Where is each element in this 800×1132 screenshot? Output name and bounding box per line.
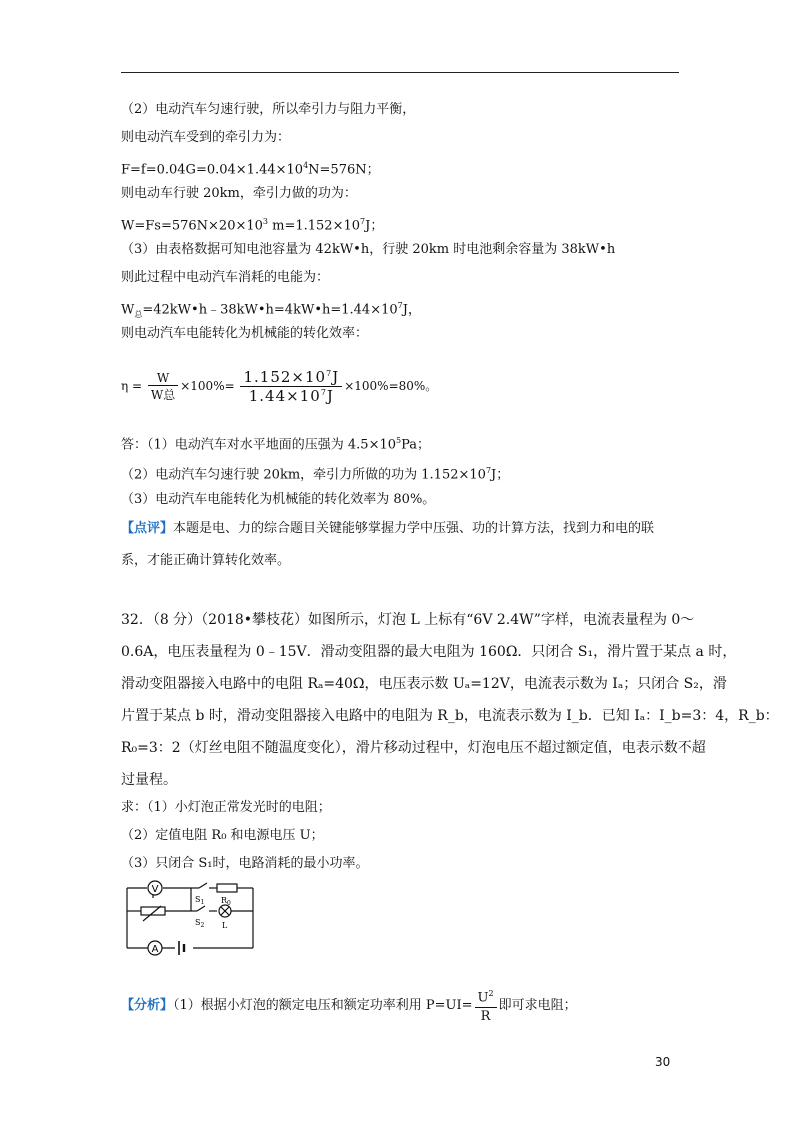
answer-line: （3）电动汽车电能转化为机械能的转化效率为 80%。 <box>121 492 436 507</box>
requirement-line: 求：（1）小灯泡正常发光时的电阻； <box>121 800 331 815</box>
header-rule <box>121 72 679 73</box>
text-line: $W_总=42kW•h﹣38kW•h=4kW•h=1.44\times 10^7J$， <box>121 301 421 319</box>
answer-line: （2）电动汽车匀速行驶 20km，牵引力所做的功为 $1.152\times 10^7J$； <box>121 466 510 483</box>
analysis-tag: 【分析】 <box>121 998 174 1014</box>
question-line: R₀=3：2（灯丝电阻不随温度变化），滑片移动过程中，灯泡电压不超过额定值，电表示数不超 <box>121 740 706 756</box>
s1-label: $S_1$ <box>195 895 205 906</box>
fraction-values: $\frac{1.152\times 10^7J}{1.44\times 10^7J}$ <box>240 368 342 405</box>
fraction-w-over-wtotal: $\frac{W}{\text{W总}}$ <box>148 371 178 403</box>
text-line: 则电动汽车电能转化为机械能的转化效率： <box>121 326 369 341</box>
requirement-line: （2）定值电阻 R₀ 和电源电压 U； <box>121 828 324 843</box>
voltmeter-label: V <box>151 884 159 895</box>
text-line: $F=f=0.04G=0.04\times 1.44\times 10^4N=576N$； <box>121 161 380 178</box>
page-number: 30 <box>655 1055 671 1069</box>
ammeter-label: A <box>151 944 159 955</box>
r0-label: $R_0$ <box>221 896 231 907</box>
text-line: 则此过程中电动汽车消耗的电能为： <box>121 270 330 285</box>
question-line: 滑动变阻器接入电路中的电阻 Rₐ=40Ω，电压表示数 Uₐ=12V，电流表示数为 Iₐ；只闭合 S₂，滑 <box>121 676 727 692</box>
text-line: 则电动车行驶 20km，牵引力做的功为： <box>121 186 357 201</box>
answer-line: 答：（1）电动汽车对水平地面的压强为 $4.5\times 10^5Pa$； <box>121 436 431 453</box>
question-line: 片置于某点 b 时，滑动变阻器接入电路中的电阻为 R_b，电流表示数为 I_b．已知 Iₐ：I_b=3：4，R_b： <box>121 708 779 724</box>
requirement-line: （3）只闭合 S₁时，电路消耗的最小功率。 <box>121 856 369 871</box>
comment-tag: 【点评】 <box>121 521 174 536</box>
comment-line: 系，才能正确计算转化效率。 <box>121 553 291 568</box>
lamp-label: L <box>222 921 228 930</box>
s2-label: $S_2$ <box>195 918 205 929</box>
question-line: 32．（8 分）（2018•攀枝花）如图所示，灯泡 L 上标有“6V 2.4W”字样，电流表量程为 0～ <box>121 612 695 628</box>
circuit-diagram <box>121 878 261 958</box>
question-line: 0.6A，电压表量程为 0﹣15V．滑动变阻器的最大电阻为 160Ω．只闭合 S₁，滑片置于某点 a 时， <box>121 644 737 660</box>
efficiency-equation: η = $\frac{W}{\text{W总}}$ ×100%= $\frac{1.152\times 10^7J}{1.44\times 10^7J}$ ×100%=80%。 <box>121 368 438 405</box>
analysis-line: 【分析】（1）根据小灯泡的额定电压和额定功率利用 P=UI= $\frac{U^2}{R}$ 即可求电阻； <box>121 985 577 1026</box>
comment-line: 【点评】本题是电、力的综合题目关键能够掌握力学中压强、功的计算方法，找到力和电的联 <box>121 521 655 536</box>
text-line: （3）由表格数据可知电池容量为 42kW•h，行驶 20km 时电池剩余容量为 38kW•h <box>121 242 616 257</box>
text-line: 则电动汽车受到的牵引力为： <box>121 130 291 145</box>
formula-u2-over-r: $\frac{U^2}{R}$ <box>475 985 497 1026</box>
text-line: $W=Fs=576N\times 20\times 10^3$ $m=1.152\times 10^7J$； <box>121 217 384 234</box>
text-line: （2）电动汽车匀速行驶，所以牵引力与阻力平衡， <box>121 102 416 117</box>
question-line: 过量程。 <box>121 772 177 788</box>
